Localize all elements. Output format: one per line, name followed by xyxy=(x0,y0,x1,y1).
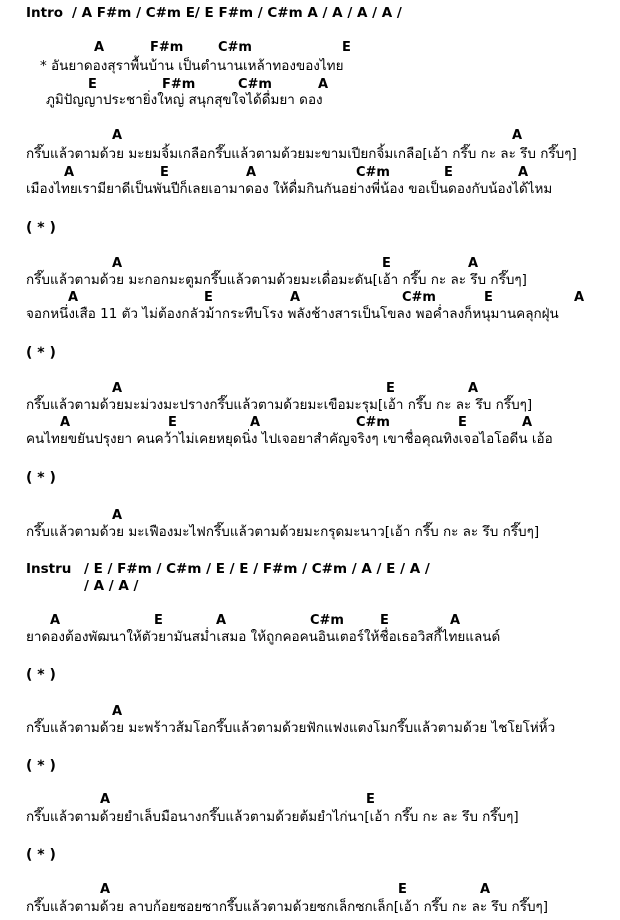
instru-label: Instru xyxy=(26,561,72,577)
chord: A xyxy=(480,882,491,897)
chord: C#m xyxy=(310,613,344,628)
refrain-marker: ( * ) xyxy=(26,758,56,774)
refrain-marker: ( * ) xyxy=(26,220,56,236)
lyric-line: กรึ๊บแล้วตามด้วย ลาบก้อยซอยซากรึ๊บแล้วตามด้วยซกเล็กซกเล็ก[เอ้า กรึ๊บ กะ ละ รึบ กรึ๊บๆ] xyxy=(26,899,549,915)
lyric-line: กรึ๊บแล้วตามด้วย มะกอกมะตูมกรึ๊บแล้วตามด้วยมะเดื่อมะดัน[เอ้า กรึ๊บ กะ ละ รึบ กรึ๊บๆ] xyxy=(26,272,527,288)
chord: E xyxy=(154,613,163,628)
lyric-line: จอกหนึ่งเสือ 11 ตัว ไม่ต้องกลัวม้ากระทืบโรง พลังช้างสารเป็นโขลง พอค่ำลงก็หนุมานคลุกฝุ่น xyxy=(26,306,559,322)
chord: A xyxy=(216,613,227,628)
chord: F#m xyxy=(162,77,196,92)
chord: E xyxy=(380,613,389,628)
chord: C#m xyxy=(218,40,252,55)
lyric-line: กรึ๊บแล้วตามด้วย มะยมจิ้มเกลือกรึ๊บแล้วตามด้วยมะขามเปียกจิ้มเกลือ[เอ้า กรึ๊บ กะ ละ รึบ กรึ๊บๆ] xyxy=(26,146,577,162)
chord: E xyxy=(366,792,375,807)
chord: A xyxy=(50,613,61,628)
chord: C#m xyxy=(356,165,390,180)
lyric-line: ยาดองต้องพัฒนาให้ตัวยามันสม่ำเสมอ ให้ถูกคอคนอินเตอร์ให้ชื่อเธอวิสกี้ไทยแลนด์ xyxy=(26,629,501,645)
refrain-marker: ( * ) xyxy=(26,345,56,361)
chord: E xyxy=(458,415,467,430)
instru-chords-2: / A / A / xyxy=(84,578,139,594)
chord: C#m xyxy=(402,290,436,305)
chord: A xyxy=(512,128,523,143)
refrain-marker: ( * ) xyxy=(26,667,56,683)
chord: A xyxy=(100,882,111,897)
chord: A xyxy=(468,381,479,396)
chord: E xyxy=(160,165,169,180)
chord: C#m xyxy=(356,415,390,430)
chord: A xyxy=(250,415,261,430)
intro-label: Intro xyxy=(26,5,64,21)
chord: E xyxy=(204,290,213,305)
chord: E xyxy=(484,290,493,305)
chord: C#m xyxy=(238,77,272,92)
chord: A xyxy=(112,508,123,523)
chord: A xyxy=(64,165,75,180)
lyric-line: กรึ๊บแล้วตามด้วย มะพร้าวส้มโอกรึ๊บแล้วตามด้วยฟักแฟงแตงโมกรึ๊บแล้วตามด้วย ไชโยโห่หิ้ว xyxy=(26,720,556,736)
chord: E xyxy=(168,415,177,430)
chord: A xyxy=(290,290,301,305)
chord: E xyxy=(386,381,395,396)
chord: A xyxy=(318,77,329,92)
chord: A xyxy=(68,290,79,305)
chord: A xyxy=(60,415,71,430)
chord: E xyxy=(444,165,453,180)
lyric-line: กรึ๊บแล้วตามด้วย มะเฟืองมะไฟกรึ๊บแล้วตามด้วยมะกรุดมะนาว[เอ้า กรึ๊บ กะ ละ รึบ กรึ๊บๆ] xyxy=(26,524,540,540)
chord: A xyxy=(450,613,461,628)
lyric-line: กรึ๊บแล้วตามด้วยมะม่วงมะปรางกรึ๊บแล้วตามด้วยมะเขือมะรุม[เอ้า กรึ๊บ กะ ละ รึบ กรึ๊บๆ] xyxy=(26,397,533,413)
chord: E xyxy=(398,882,407,897)
chord: A xyxy=(112,381,123,396)
refrain-marker: ( * ) xyxy=(26,470,56,486)
instru-chords-1: / E / F#m / C#m / E / E / F#m / C#m / A / E / A / xyxy=(84,561,430,577)
chord: E xyxy=(342,40,351,55)
chord: A xyxy=(100,792,111,807)
chord: A xyxy=(522,415,533,430)
chord: A xyxy=(574,290,585,305)
chord: A xyxy=(246,165,257,180)
chord: A xyxy=(112,128,123,143)
lyric-line: เมืองไทยเรามียาดีเป็นพันปีก็เลยเอามาดอง ให้ดื่มกินกันอย่างพี่น้อง ขอเป็นดองกับน้องได้ไหม xyxy=(26,181,553,197)
chord: E xyxy=(88,77,97,92)
chord: F#m xyxy=(150,40,184,55)
chorus-lyric-1: * อันยาดองสุราพื้นบ้าน เป็นตำนานเหล้าทองของไทย xyxy=(40,58,344,74)
refrain-marker: ( * ) xyxy=(26,847,56,863)
lyric-line: คนไทยขยันปรุงยา คนคว้าไม่เคยหยุดนิ่ง ไปเจอยาสำคัญจริงๆ เขาชื่อคุณทิงเจอไอโอดีน เอ้อ xyxy=(26,431,553,447)
chord: A xyxy=(112,256,123,271)
chord: A xyxy=(94,40,105,55)
intro-chords: / A F#m / C#m E/ E F#m / C#m A / A / A / A / xyxy=(72,5,402,21)
lyric-line: กรึ๊บแล้วตามด้วยยำเล็บมือนางกรึ๊บแล้วตามด้วยต้มยำไก่นา[เอ้า กรึ๊บ กะ ละ รึบ กรึ๊บๆ] xyxy=(26,809,519,825)
chord: A xyxy=(518,165,529,180)
chorus-lyric-2: ภูมิปัญญาประชายิ่งใหญ่ สนุกสุขใจได้ดื่มยา ดอง xyxy=(46,92,323,108)
chord: A xyxy=(468,256,479,271)
chord: E xyxy=(382,256,391,271)
chord: A xyxy=(112,704,123,719)
